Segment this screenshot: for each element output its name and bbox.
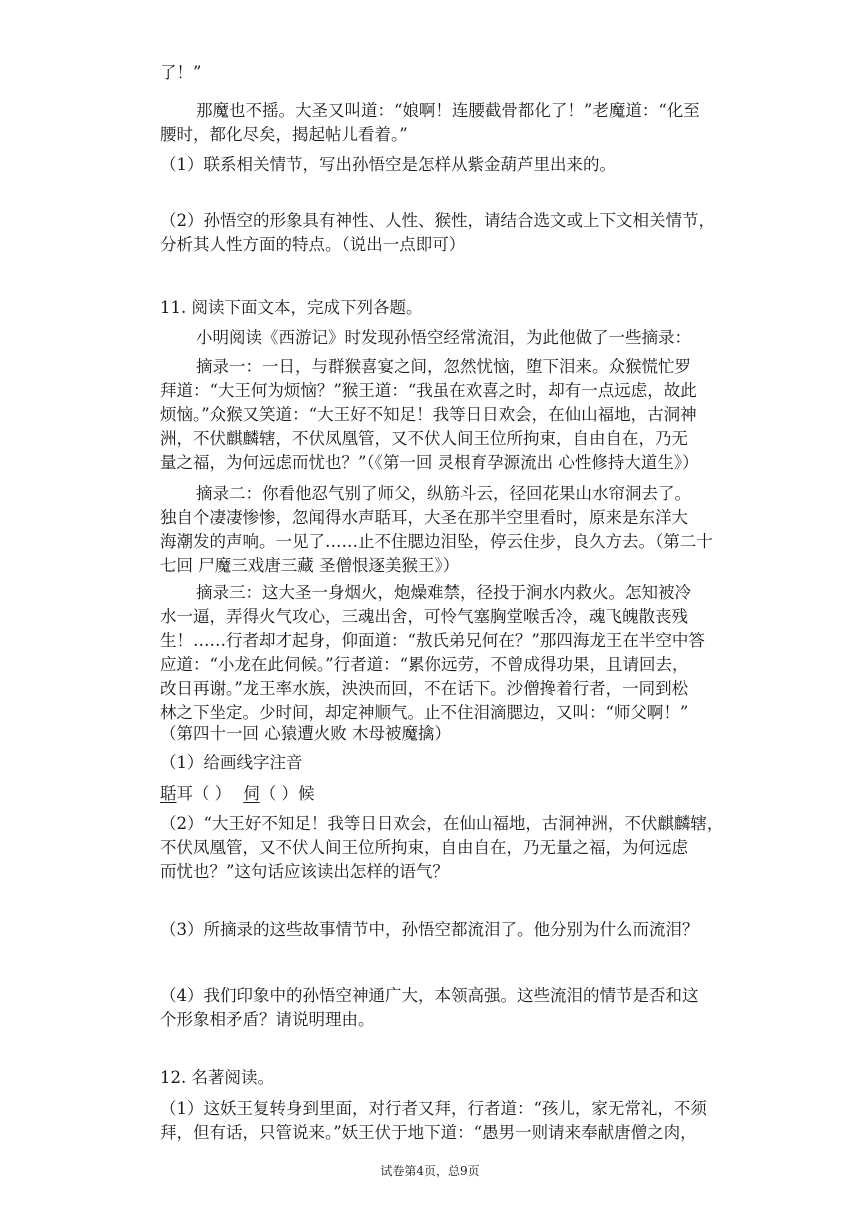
text-line: （第四十一回 心猿遭火败 木母被魔擒） bbox=[160, 724, 451, 743]
underlined-char: 聒 bbox=[160, 784, 177, 803]
text-line: 独自个凄凄惨惨，忽闻得水声聒耳，大圣在那半空里看时，原来是东洋大 bbox=[160, 508, 688, 527]
question-2: （2）孙悟空的形象具有神性、人性、猴性，请结合选文或上下文相关情节， bbox=[160, 211, 715, 230]
section-heading-11: 11. 阅读下面文本，完成下列各题。 bbox=[160, 298, 423, 317]
answer-blank: （ ）候 bbox=[259, 784, 315, 803]
text-line: 量之福，为何远虑而忧也？”（《第一回 灵根育孕源流出 心性修持大道生》） bbox=[160, 453, 699, 472]
page-footer: 试卷第4页，总9页 bbox=[380, 1164, 480, 1178]
text-line: 个形象相矛盾？请说明理由。 bbox=[160, 1010, 375, 1029]
text-line: 小明阅读《西游记》时发现孙悟空经常流泪，为此他做了一些摘录： bbox=[196, 328, 691, 347]
sub-question-2: （2）“大王好不知足！我等日日欢会，在仙山福地，古洞神洲，不伏麒麟辖， bbox=[160, 814, 724, 833]
text-line: 七回 尸魔三戏唐三藏 圣僧恨逐美猴王》） bbox=[160, 556, 460, 575]
text-line: 拜道：“大王何为烦恼？”猴王道：“我虽在欢喜之时，却有一点远虑，故此 bbox=[160, 381, 697, 400]
text-line: 拜，但有话，只管说来。”妖王伏于地下道：“愚男一则请来奉献唐僧之肉， bbox=[160, 1123, 697, 1142]
text-line: （1）这妖王复转身到里面，对行者又拜，行者道：“孩儿，家无常礼，不须 bbox=[160, 1099, 707, 1118]
pinyin-blanks bbox=[160, 782, 315, 806]
text-line: 摘录二：你看他忍气别了师父，纵筋斗云，径回花果山水帘洞去了。 bbox=[196, 484, 691, 503]
sub-question-3: （3）所摘录的这些故事情节中，孙悟空都流泪了。他分别为什么而流泪？ bbox=[160, 920, 699, 939]
sub-question-1: （1）给画线字注音 bbox=[160, 753, 303, 772]
text-line: 那魔也不摇。大圣又叫道：“娘啊！连腰截骨都化了！”老魔道：“化至 bbox=[196, 101, 700, 120]
answer-blank: 耳（ ） bbox=[176, 784, 232, 803]
text-line: 应道：“小龙在此伺候。”行者道：“累你远劳，不曾成得功果，且请回去， bbox=[160, 655, 689, 674]
text-line: 摘录三：这大圣一身烟火，炮燥难禁，径投于涧水内救火。怎知被冷 bbox=[196, 583, 691, 602]
text-line: 海潮发的声响。一见了……止不住腮边泪坠，停云住步，良久方去。（第二十 bbox=[160, 532, 713, 551]
sub-question-4: （4）我们印象中的孙悟空神通广大，本领高强。这些流泪的情节是否和这 bbox=[160, 986, 699, 1005]
text-line: 水一逼，弄得火气攻心，三魂出舍，可怜气塞胸堂喉舌冷，魂飞魄散丧残 bbox=[160, 607, 688, 626]
text-line: 分析其人性方面的特点。（说出一点即可） bbox=[160, 235, 466, 254]
text-line: 摘录一：一日，与群猴喜宴之间，忽然忧恼，堕下泪来。众猴慌忙罗 bbox=[196, 357, 691, 376]
question-1: （1）联系相关情节，写出孙悟空是怎样从紫金葫芦里出来的。 bbox=[160, 155, 616, 174]
text-line: 改日再谢。”龙王率水族，泱泱而回，不在话下。沙僧搀着行者，一同到松 bbox=[160, 679, 689, 698]
underlined-char: 伺 bbox=[243, 784, 260, 803]
text-line: 不伏凤凰管，又不伏人间王位所拘束，自由自在，乃无量之福，为何远虑 bbox=[160, 838, 688, 857]
text-line: 洲，不伏麒麟辖，不伏凤凰管，又不伏人间王位所拘束，自由自在，乃无 bbox=[160, 429, 688, 448]
text-line: 了！” bbox=[160, 63, 202, 82]
text-line: 生！……行者却才起身，仰面道：“敖氏弟兄何在？”那四海龙王在半空中答 bbox=[160, 631, 705, 650]
text-line: 林之下坐定。少时间，却定神顺气。止不住泪滴腮边，又叫：“师父啊！” bbox=[160, 703, 689, 722]
section-heading-12: 12. 名著阅读。 bbox=[160, 1068, 274, 1087]
text-line: 而忧也？”这句话应该读出怎样的语气？ bbox=[160, 862, 449, 881]
text-line: 烦恼。”众猴又笑道：“大王好不知足！我等日日欢会，在仙山福地，古洞神 bbox=[160, 405, 697, 424]
text-line: 腰时，都化尽矣，揭起帖儿看着。” bbox=[160, 125, 408, 144]
